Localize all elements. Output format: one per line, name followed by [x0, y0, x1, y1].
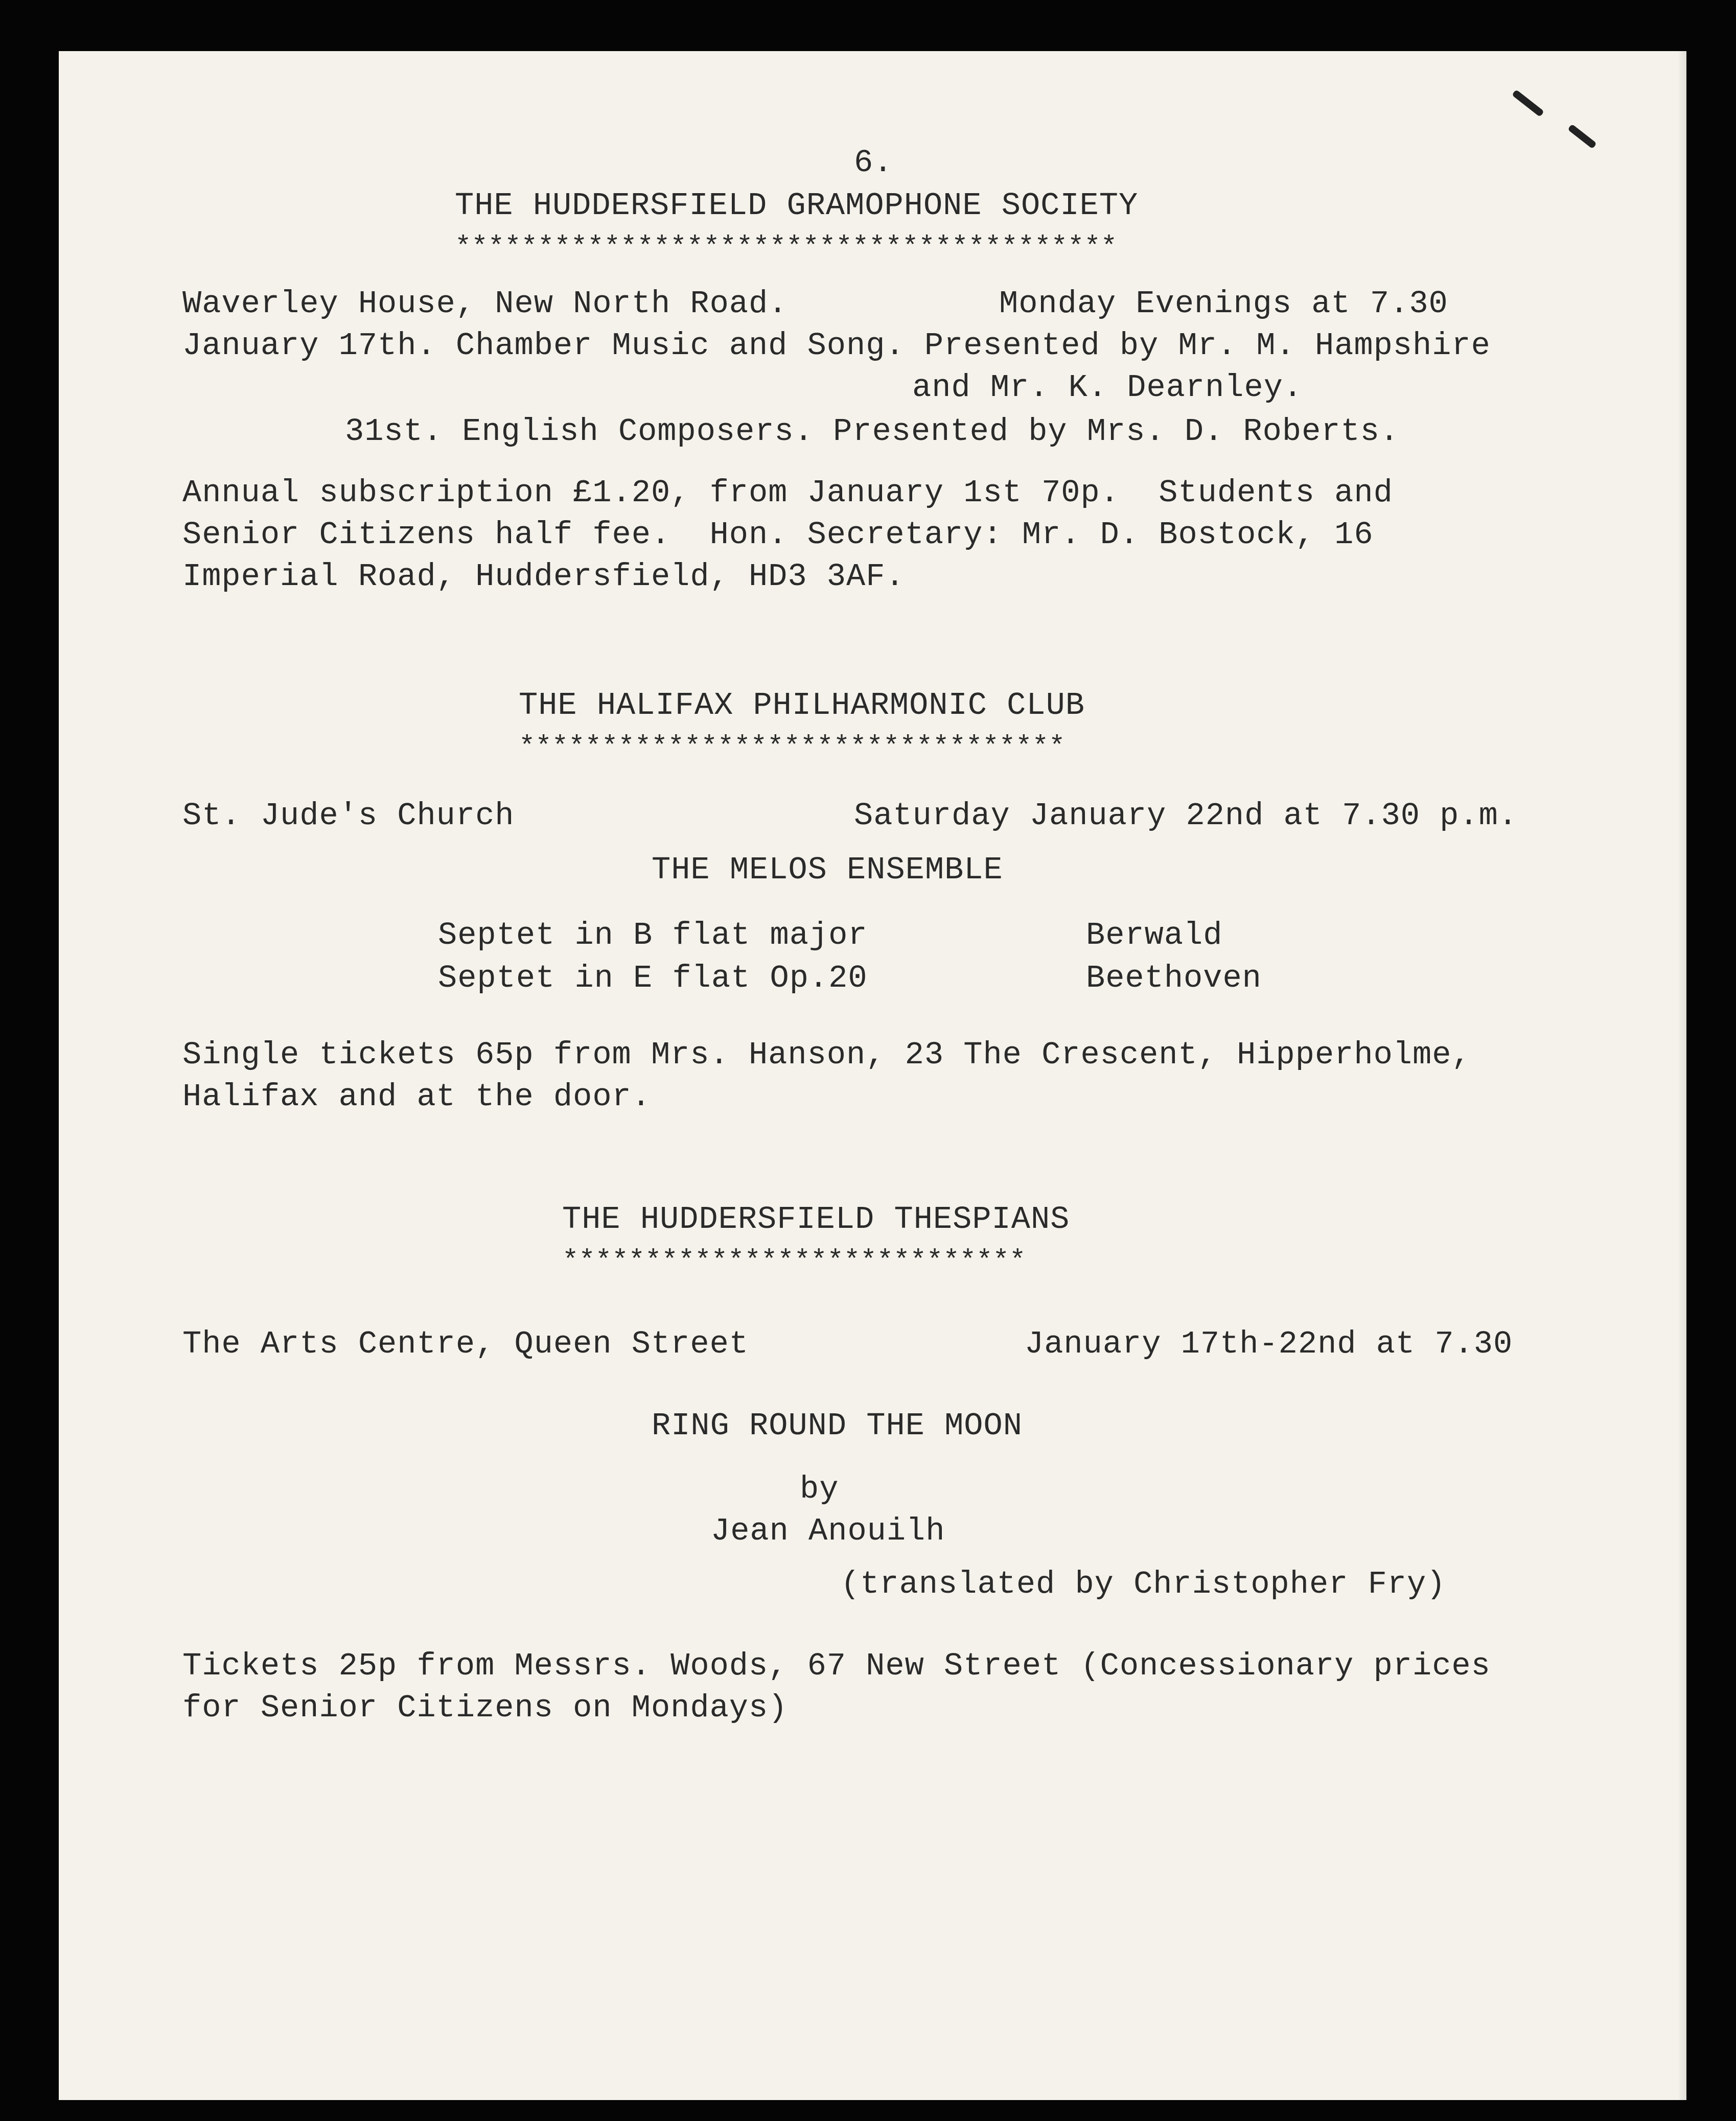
subscription-info: Senior Citizens half fee. Hon. Secretary: Mr. D. Bostock, 16: [182, 517, 1374, 553]
venue: St. Jude's Church: [182, 798, 515, 834]
tickets-info: Single tickets 65p from Mrs. Hanson, 23 The Crescent, Hipperholme,: [182, 1037, 1471, 1073]
time: Monday Evenings at 7.30: [999, 286, 1448, 322]
programme-composer: Berwald: [1086, 917, 1223, 953]
pen-mark: [1567, 124, 1596, 149]
programme-work: Septet in B flat major: [438, 917, 868, 953]
pen-mark: [1512, 89, 1544, 117]
tickets-info: Halifax and at the door.: [182, 1079, 651, 1115]
programme-work: Septet in E flat Op.20: [438, 960, 868, 996]
date: Saturday January 22nd at 7.30 p.m.: [854, 798, 1518, 834]
dates: January 17th-22nd at 7.30: [1025, 1326, 1513, 1362]
event: 31st. English Composers. Presented by Mrs. D. Roberts.: [345, 413, 1400, 450]
section-title: THE HUDDERSFIELD THESPIANS: [562, 1201, 1070, 1238]
performer: THE MELOS ENSEMBLE: [652, 852, 1003, 888]
section-title: THE HALIFAX PHILHARMONIC CLUB: [519, 687, 1085, 724]
section-title: THE HUDDERSFIELD GRAMOPHONE SOCIETY: [455, 188, 1139, 224]
tickets-info: Tickets 25p from Messrs. Woods, 67 New Street (Concessionary prices: [182, 1648, 1491, 1684]
by-label: by: [800, 1471, 839, 1507]
star-divider: ****************************: [562, 1246, 1026, 1277]
tickets-info: for Senior Citizens on Mondays): [182, 1690, 788, 1726]
translator: (translated by Christopher Fry): [841, 1566, 1446, 1602]
subscription-info: Annual subscription £1.20, from January 1st 70p. Students and: [182, 475, 1393, 511]
star-divider: ****************************************: [455, 232, 1118, 263]
programme-composer: Beethoven: [1086, 960, 1262, 996]
document-page: [59, 51, 1686, 2100]
venue: Waverley House, New North Road.: [182, 286, 788, 322]
venue: The Arts Centre, Queen Street: [182, 1326, 749, 1362]
subscription-info: Imperial Road, Huddersfield, HD3 3AF.: [182, 558, 905, 595]
author: Jean Anouilh: [711, 1513, 945, 1549]
page-number: 6.: [854, 145, 893, 181]
play-title: RING ROUND THE MOON: [652, 1408, 1023, 1444]
event: January 17th. Chamber Music and Song. Presented by Mr. M. Hampshire: [182, 328, 1491, 364]
star-divider: *********************************: [519, 732, 1066, 763]
event: and Mr. K. Dearnley.: [912, 369, 1303, 406]
